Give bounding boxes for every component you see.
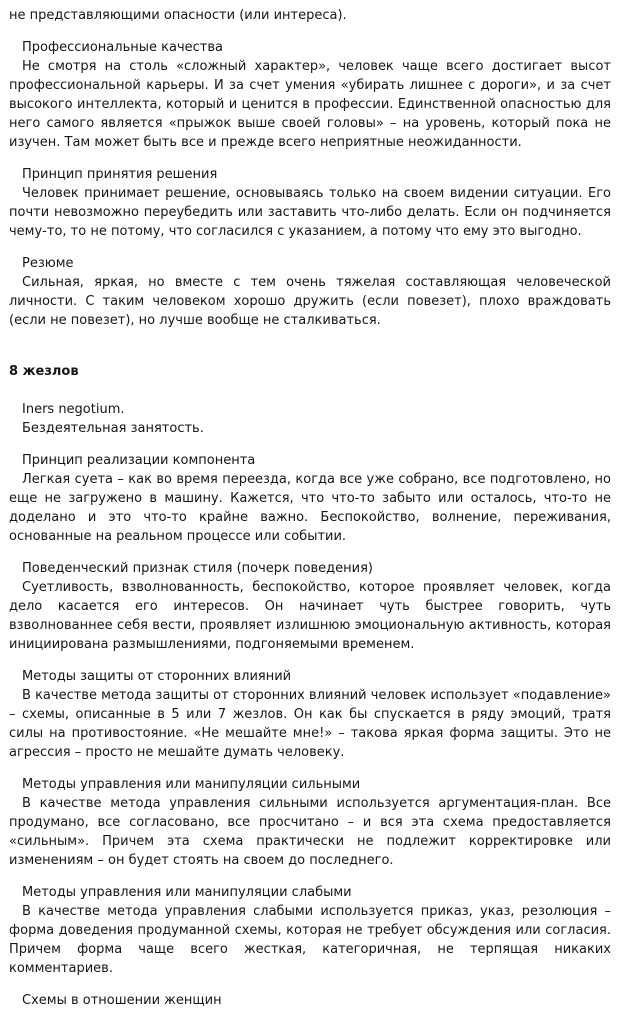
para-professional-qualities: Не смотря на столь «сложный характер», человек чаще всего достигает высот профессиональной карьеры. И за счет умения «убирать лишнее с дороги», и за счет высокого интеллекта, который и ценится в профессии. Единственной опасностью для него самого является «прыжок выше своей головы» – на уровень, который пока не изучен. Там может быть все и прежде всего неприятные неожиданности. xyxy=(9,59,611,150)
translation-line: Бездеятельная занятость. xyxy=(22,421,204,436)
heading-resume: Резюме xyxy=(22,256,74,271)
para-control-strong: В качестве метода управления сильными используется аргументация-план. Все продумано, все согласовано, все просчитано – и вся эта схема предоставляется «сильным». Причем эта схема практически не подлежит корректировке или изменениям – он будет стоять на своем до последнего. xyxy=(9,796,611,868)
para-decision-principle: Человек принимает решение, основываясь только на своем видении ситуации. Его почти невозможно переубедить или заставить что-либо делать. Если он подчиняется чему-то, то не потому, что согласился с указанием, а потому что ему это выгодно. xyxy=(9,186,611,239)
heading-defense-methods: Методы защиты от сторонних влияний xyxy=(22,669,292,684)
para-resume: Сильная, яркая, но вместе с тем очень тяжелая составляющая человеческой личности. С таким человеком хорошо дружить (если повезет), плохо враждовать (если не повезет), но лучше вообще не сталкиваться. xyxy=(9,275,611,328)
para-defense-methods: В качестве метода защиты от сторонних влияний человек использует «подавление» – схемы, описанные в 5 или 7 жезлов. Он как бы спускается в ряду эмоций, тратя силы на противостояние. «Не мешайте мне!» – такова яркая форма защиты. Это не агрессия – просто не мешайте думать человеку. xyxy=(9,688,611,760)
section-title-8-wands: 8 жезлов xyxy=(9,364,79,379)
continuation-line: не представляющими опасности (или интереса). xyxy=(9,8,347,23)
para-control-weak: В качестве метода управления слабыми используется приказ, указ, резолюция – форма доведения продуманной схемы, которая не требует обсуждения или согласия. Причем форма чаще всего жесткая, категоричная, не терпящая никаких комментариев. xyxy=(9,904,611,976)
heading-decision-principle: Принцип принятия решения xyxy=(22,167,218,182)
heading-professional-qualities: Профессиональные качества xyxy=(22,40,223,55)
para-behavior-style: Суетливость, взволнованность, беспокойство, которое проявляет человек, когда дело касается его интересов. Он начинает чуть быстрее говорить, чуть взволнованнее себя вести, проявляет излишнюю эмоциональную активность, которая инициирована размышлениями, подгоняемыми временем. xyxy=(9,580,611,652)
latin-name-line: Iners negotium. xyxy=(22,402,125,417)
heading-control-weak: Методы управления или манипуляции слабыми xyxy=(22,885,352,900)
heading-behavior-style: Поведенческий признак стиля (почерк поведения) xyxy=(22,561,373,576)
heading-schemes-women: Схемы в отношении женщин xyxy=(22,993,222,1008)
heading-control-strong: Методы управления или манипуляции сильными xyxy=(22,777,361,792)
para-component-principle: Легкая суета – как во время переезда, когда все уже собрано, все подготовлено, но еще не загружено в машину. Кажется, что что-то забыто или осталось, что-то не доделано и это что-то крайне важно. Беспокойство, волнение, переживания, основанные на реальном процессе или событии. xyxy=(9,472,611,544)
heading-component-principle: Принцип реализации компонента xyxy=(22,453,256,468)
